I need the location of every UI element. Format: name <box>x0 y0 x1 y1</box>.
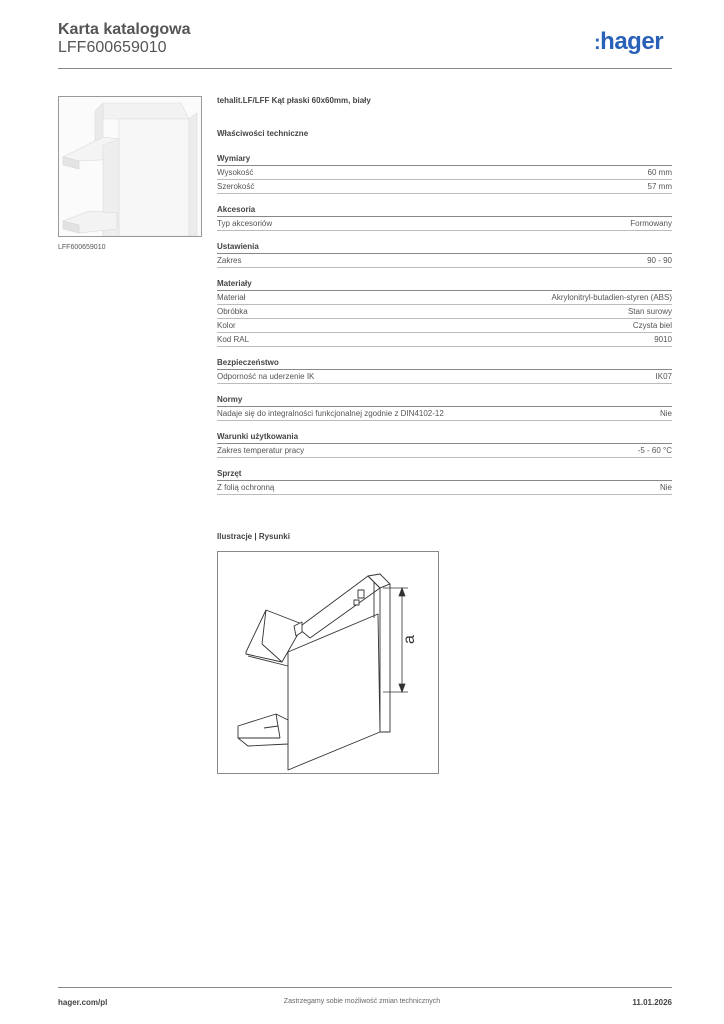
property-value: 90 - 90 <box>647 256 672 265</box>
technical-content <box>217 96 672 495</box>
property-label: Kod RAL <box>217 335 250 344</box>
property-value: Stan surowy <box>627 307 672 316</box>
technical-drawing-image <box>218 552 438 773</box>
technical-drawing <box>217 551 439 774</box>
property-group <box>217 241 672 268</box>
product-code: LFF600659010 <box>58 39 167 56</box>
property-value: -5 - 60 °C <box>637 446 672 455</box>
dimension-label: a <box>401 635 418 644</box>
group-title: Materiały <box>217 278 672 291</box>
property-value: Czysta biel <box>632 321 672 330</box>
property-group <box>217 278 672 347</box>
property-value: IK07 <box>655 372 672 381</box>
property-label: Nadaje się do integralności funkcjonalnej zgodnie z DIN4102-12 <box>217 409 444 418</box>
logo-text: hager <box>600 28 664 55</box>
property-groups <box>217 153 672 495</box>
group-title: Akcesoria <box>217 204 672 217</box>
group-title: Sprzęt <box>217 468 672 481</box>
illustrations-heading: Ilustracje | Rysunki <box>217 532 290 541</box>
footer-disclaimer: Zastrzegamy sobie możliwość zmian technicznych <box>283 998 441 1005</box>
section-heading: Właściwości techniczne <box>217 129 309 138</box>
footer-date: 11.01.2026 <box>632 998 672 1007</box>
property-group <box>217 431 672 458</box>
property-row <box>217 291 672 305</box>
property-row <box>217 180 672 194</box>
property-row <box>217 407 672 421</box>
photo-caption: LFF600659010 <box>58 244 106 251</box>
property-value: Nie <box>659 483 672 492</box>
property-row <box>217 333 672 347</box>
property-label: Typ akcesoriów <box>217 219 273 228</box>
footer-website-link[interactable]: hager.com/pl <box>58 998 108 1007</box>
property-row <box>217 444 672 458</box>
property-value: 60 mm <box>647 168 672 177</box>
group-title: Normy <box>217 394 672 407</box>
property-group <box>217 153 672 194</box>
property-row <box>217 254 672 268</box>
property-group <box>217 394 672 421</box>
property-value: Formowany <box>630 219 672 228</box>
property-label: Wysokość <box>217 168 254 177</box>
property-label: Zakres <box>217 256 242 265</box>
property-row <box>217 305 672 319</box>
property-group <box>217 468 672 495</box>
property-value: 57 mm <box>647 182 672 191</box>
property-group <box>217 204 672 231</box>
property-label: Z folią ochronną <box>217 483 275 492</box>
property-value: Akrylonitryl-butadien-styren (ABS) <box>551 293 672 302</box>
page-title: Karta katalogowa <box>58 21 191 38</box>
footer-divider <box>58 987 672 988</box>
logo-prefix: : <box>594 32 601 54</box>
property-row <box>217 217 672 231</box>
property-label: Odporność na uderzenie IK <box>217 372 315 381</box>
property-label: Zakres temperatur pracy <box>217 446 305 455</box>
property-value: 9010 <box>654 335 672 344</box>
property-label: Kolor <box>217 321 236 330</box>
group-title: Warunki użytkowania <box>217 431 672 444</box>
property-label: Szerokość <box>217 182 255 191</box>
property-group <box>217 357 672 384</box>
property-value: Nie <box>659 409 672 418</box>
hager-logo <box>594 28 663 56</box>
property-label: Materiał <box>217 293 246 302</box>
product-photo-image <box>59 97 201 236</box>
product-title: tehalit.LF/LFF Kąt płaski 60x60mm, biały <box>217 96 371 105</box>
header-divider <box>58 68 672 69</box>
group-title: Wymiary <box>217 153 672 166</box>
property-row <box>217 319 672 333</box>
group-title: Bezpieczeństwo <box>217 357 672 370</box>
product-photo <box>58 96 202 237</box>
property-row <box>217 481 672 495</box>
group-title: Ustawienia <box>217 241 672 254</box>
property-row <box>217 166 672 180</box>
property-label: Obróbka <box>217 307 248 316</box>
property-row <box>217 370 672 384</box>
